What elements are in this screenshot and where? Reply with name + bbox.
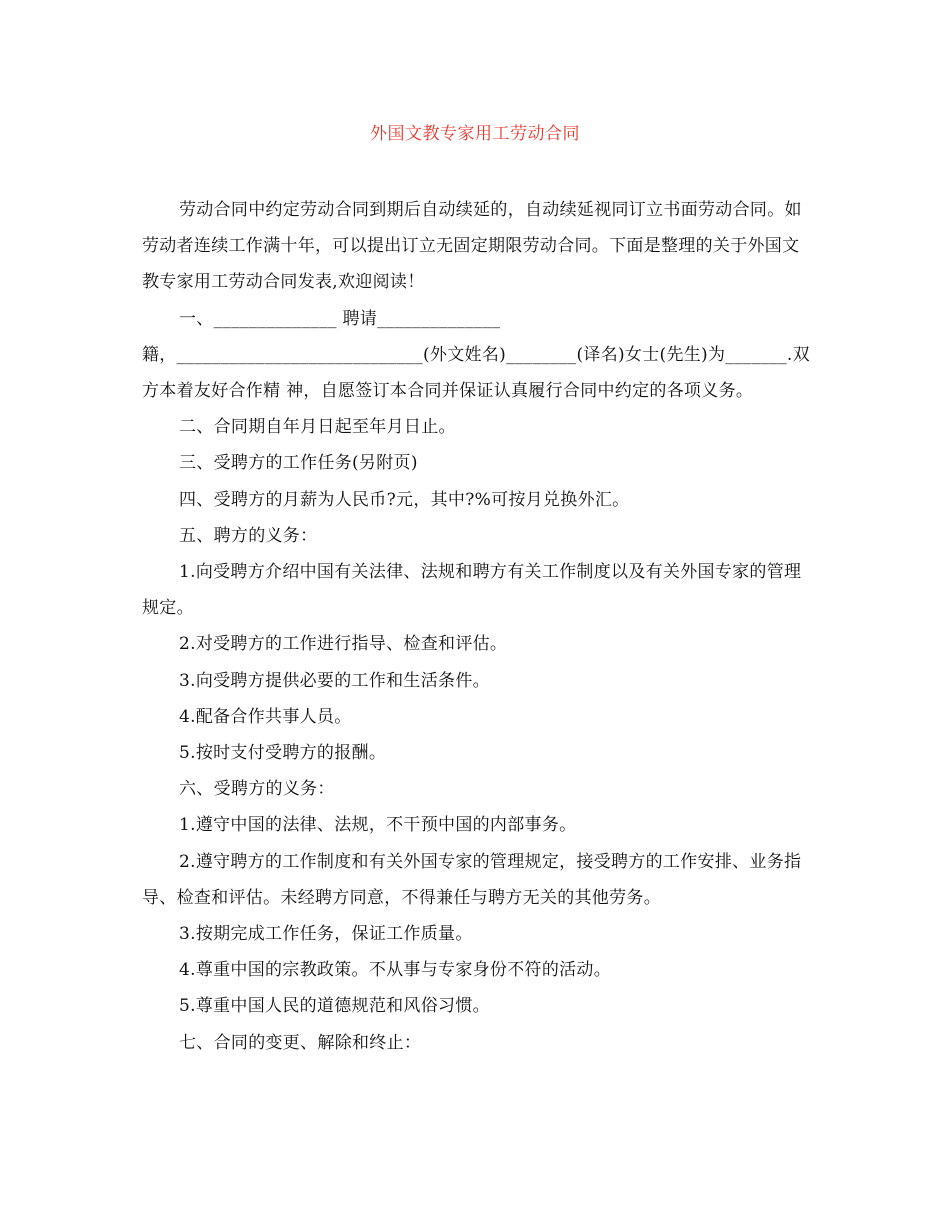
paragraph-clause-1-cont: 籍，____________________________(外文姓名)________(译名)女士(先生)为_______.双方本着友好合作精 神，自愿签订本合同并保证认真履行合同中约定的各项义务。 (142, 344, 810, 402)
paragraph-clause-5-item-2: 2.对受聘方的工作进行指导、检查和评估。 (179, 634, 508, 655)
paragraph-clause-5-item-1: 1.向受聘方介绍中国有关法律、法规和聘方有关工作制度以及有关外国专家的管理规定。 (142, 562, 802, 619)
document-body (142, 192, 812, 1061)
paragraph-clause-6-heading: 六、受聘方的义务： (179, 779, 335, 800)
document-title: 外国文教专家用工劳动合同 (370, 124, 580, 144)
paragraph-clause-6-item-3: 3.按期完成工作任务，保证工作质量。 (179, 924, 473, 945)
paragraph-clause-7-heading: 七、合同的变更、解除和终止： (179, 1032, 422, 1053)
paragraph-clause-5-item-5: 5.按时支付受聘方的报酬。 (179, 743, 387, 764)
paragraph-clause-6-item-4: 4.尊重中国的宗教政策。不从事与专家身份不符的活动。 (179, 960, 612, 981)
paragraph-clause-5-item-3: 3.向受聘方提供必要的工作和生活条件。 (179, 670, 490, 691)
paragraph-clause-2: 二、合同期自年月日起至年月日止。 (179, 417, 456, 438)
paragraph-clause-6-item-5: 5.尊重中国人民的道德规范和风俗习惯。 (179, 996, 490, 1017)
paragraph-clause-6-item-1: 1.遵守中国的法律、法规，不干预中国的内部事务。 (179, 815, 577, 836)
paragraph-clause-3: 三、受聘方的工作任务(另附页) (179, 453, 418, 474)
paragraph-clause-6-item-2: 2.遵守聘方的工作制度和有关外国专家的管理规定，接受聘方的工作安排、业务指导、检查和评估。未经聘方同意，不得兼任与聘方无关的其他劳务。 (142, 851, 802, 908)
paragraph-clause-5-heading: 五、聘方的义务： (179, 525, 318, 546)
paragraph-intro: 劳动合同中约定劳动合同到期后自动续延的，自动续延视同订立书面劳动合同。如劳动者连续工作满十年，可以提出订立无固定期限劳动合同。下面是整理的关于外国文教专家用工劳动合同发表,欢迎阅读！ (142, 200, 802, 293)
paragraph-clause-5-item-4: 4.配备合作共事人员。 (179, 706, 352, 727)
paragraph-clause-1-start: 一、______________ 聘请______________ (179, 308, 501, 329)
paragraph-clause-4: 四、受聘方的月薪为人民币?元，其中?%可按月兑换外汇。 (179, 489, 630, 510)
